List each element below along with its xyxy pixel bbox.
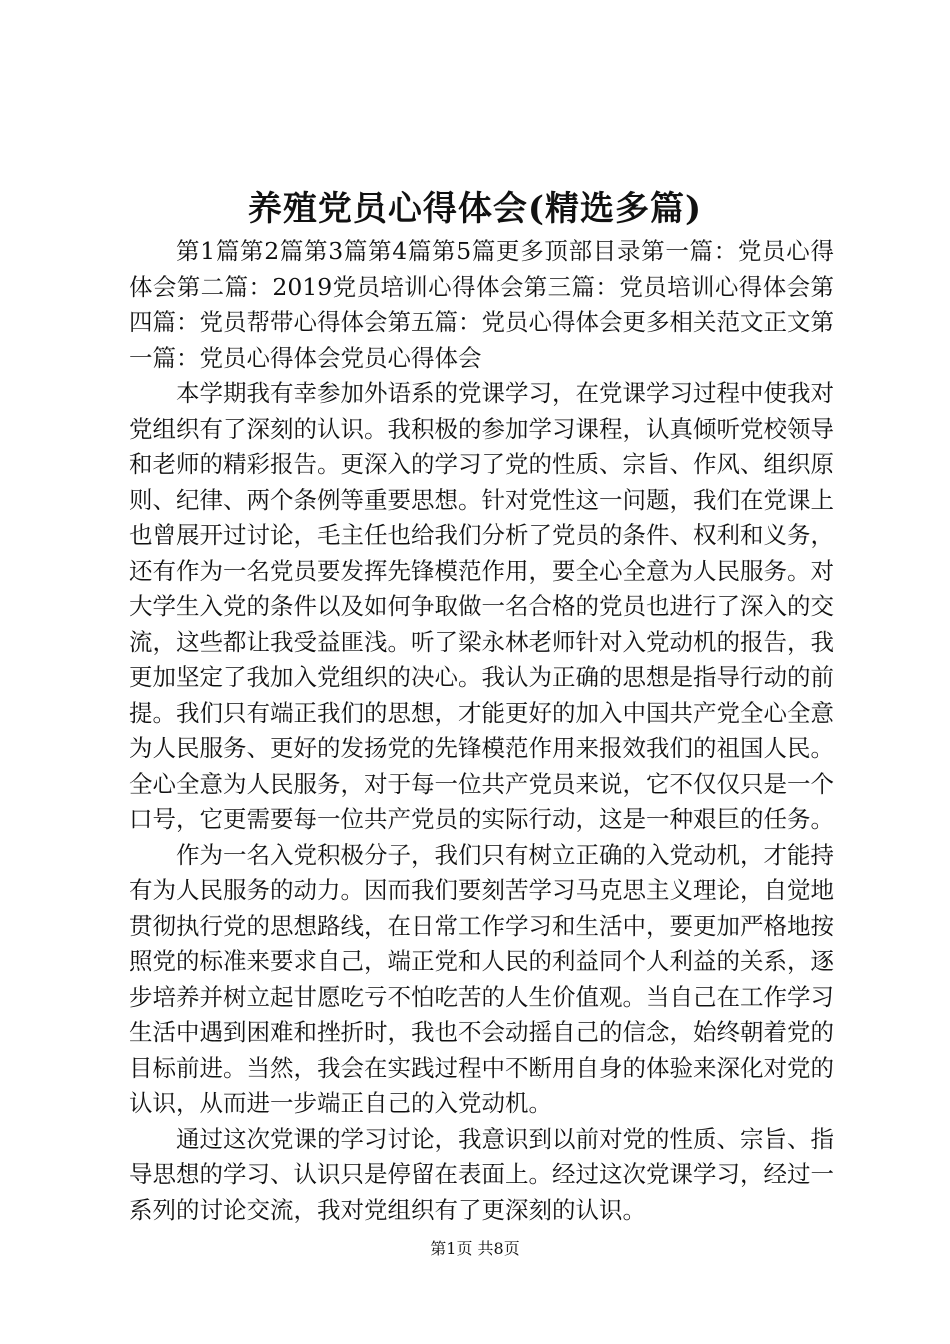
page-number-footer: 第1页 共8页 — [430, 1239, 520, 1258]
paragraph-3: 通过这次党课的学习讨论，我意识到以前对党的性质、宗旨、指导思想的学习、认识只是停留在表面上。经过这次党课学习，经过一系列的讨论交流，我对党组织有了更深刻的认识。 — [129, 1124, 834, 1224]
paragraph-toc: 第1篇第2篇第3篇第4篇第5篇更多顶部目录第一篇：党员心得体会第二篇：2019党员培训心得体会第三篇：党员培训心得体会第四篇：党员帮带心得体会第五篇：党员心得体会更多相关范文正文第一篇：党员心得体会党员心得体会 — [129, 237, 834, 372]
document-title: 养殖党员心得体会(精选多篇) — [247, 189, 703, 229]
document-body — [129, 234, 834, 1228]
paragraph-2: 作为一名入党积极分子，我们只有树立正确的入党动机，才能持有为人民服务的动力。因而我们要刻苦学习马克思主义理论，自觉地贯彻执行党的思想路线，在日常工作学习和生活中，要更加严格地按照党的标准来要求自己，端正党和人民的利益同个人利益的关系，逐步培养并树立起甘愿吃亏不怕吃苦的人生价值观。当自己在工作学习生活中遇到困难和挫折时，我也不会动摇自己的信念，始终朝着党的目标前进。当然，我会在实践过程中不断用自身的体验来深化对党的认识，从而进一步端正自己的入党动机。 — [129, 840, 834, 1117]
paragraph-1: 本学期我有幸参加外语系的党课学习，在党课学习过程中使我对党组织有了深刻的认识。我积极的参加学习课程，认真倾听党校领导和老师的精彩报告。更深入的学习了党的性质、宗旨、作风、组织原则、纪律、两个条例等重要思想。针对党性这一问题，我们在党课上也曾展开过讨论，毛主任也给我们分析了党员的条件、权利和义务，还有作为一名党员要发挥先锋模范作用，要全心全意为人民服务。对大学生入党的条件以及如何争取做一名合格的党员也进行了深入的交流，这些都让我受益匪浅。听了梁永林老师针对入党动机的报告，我更加坚定了我加入党组织的决心。我认为正确的思想是指导行动的前提。我们只有端正我们的思想，才能更好的加入中国共产党全心全意为人民服务、更好的发扬党的先锋模范作用来报效我们的祖国人民。全心全意为人民服务，对于每一位共产党员来说，它不仅仅只是一个口号，它更需要每一位共产党员的实际行动，这是一种艰巨的任务。 — [129, 379, 834, 833]
